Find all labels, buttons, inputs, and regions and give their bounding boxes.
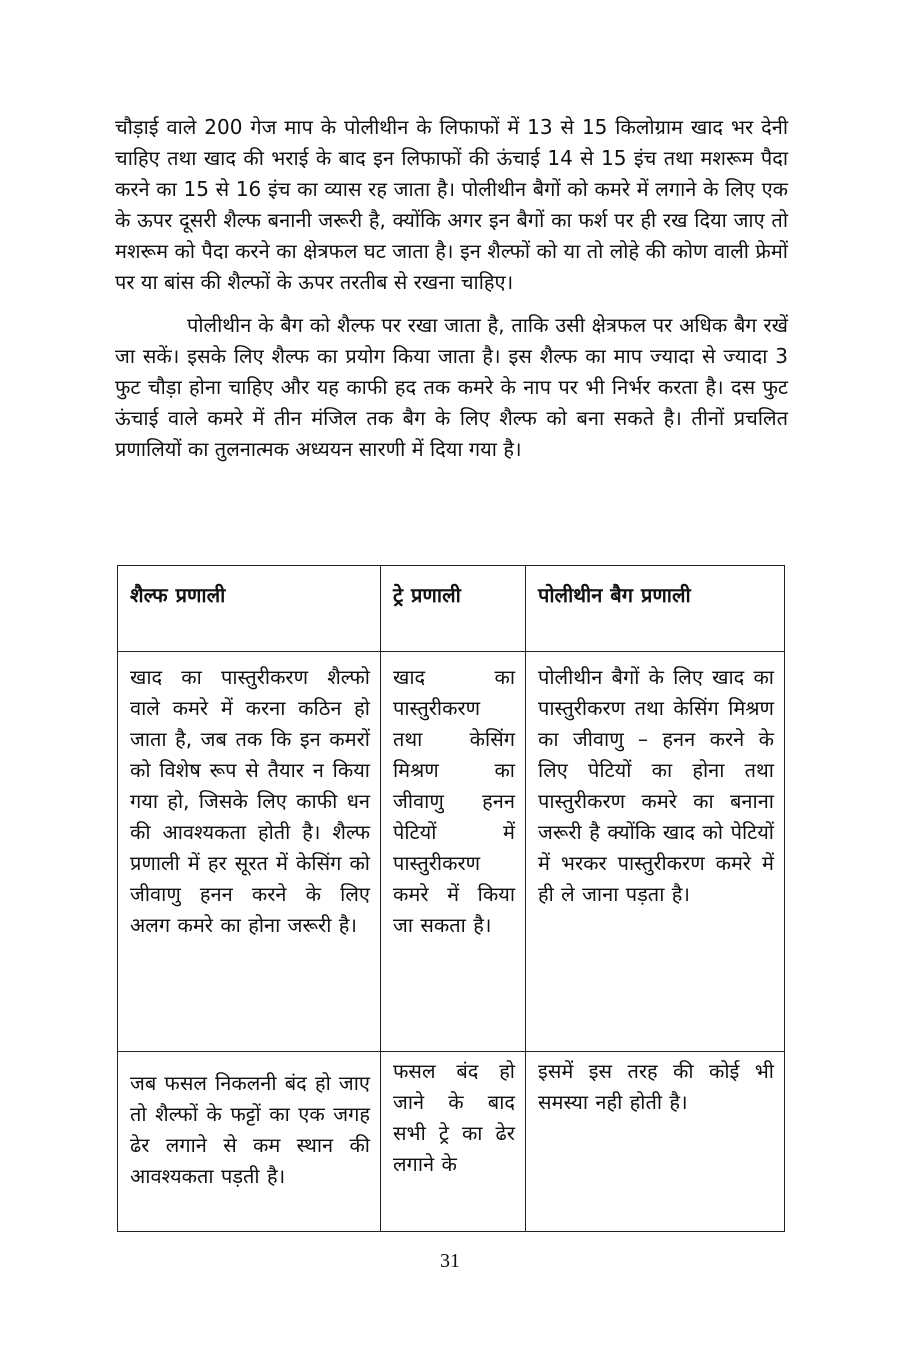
header-polythene-bag-system: पोलीथीन बैग प्रणाली — [526, 566, 785, 652]
table-cell: खाद का पास्तुरीकरण शैल्फो वाले कमरे में करना कठिन हो जाता है, जब तक कि इन कमरों को विशेष रूप से तैयार न किया गया हो, जिसके लिए काफी धन की आवश्यकता होती है। शैल्फ प्रणाली में हर सूरत में केसिंग को जीवाणु हनन करने के लिए अलग कमरे का होना जरूरी है। — [118, 652, 381, 1052]
table-header-row — [118, 566, 785, 652]
page-body — [115, 112, 788, 465]
comparison-table — [117, 565, 785, 1232]
table-cell: खाद का पास्तुरीकरण तथा केसिंग मिश्रण का जीवाणु हनन पेटियों में पास्तुरीकरण कमरे में किया जा सकता है। — [381, 652, 526, 1052]
table-row — [118, 652, 785, 1052]
table-cell: जब फसल निकलनी बंद हो जाए तो शैल्फों के फट्टों का एक जगह ढेर लगाने से कम स्थान की आवश्यकता पड़ती है। — [118, 1052, 381, 1232]
table-cell: पोलीथीन बैगों के लिए खाद का पास्तुरीकरण तथा केसिंग मिश्रण का जीवाणु – हनन करने के लिए पेटियों का होना तथा पास्तुरीकरण कमरे का बनाना जरूरी है क्योंकि खाद को पेटियों में भरकर पास्तुरीकरण कमरे में ही ले जाना पड़ता है। — [526, 652, 785, 1052]
table-row — [118, 1052, 785, 1232]
paragraph-2: पोलीथीन के बैग को शैल्फ पर रखा जाता है, ताकि उसी क्षेत्रफल पर अधिक बैग रखें जा सकें। इसके लिए शैल्फ का प्रयोग किया जाता है। इस शैल्फ का माप ज्यादा से ज्यादा 3 फुट चौड़ा होना चाहिए और यह काफी हद तक कमरे के नाप पर भी निर्भर करता है। दस फुट ऊंचाई वाले कमरे में तीन मंजिल तक बैग के लिए शैल्फ को बना सकते है। तीनों प्रचलित प्रणालियों का तुलनात्मक अध्ययन सारणी में दिया गया है। — [115, 313, 788, 461]
header-shelf-system: शैल्फ प्रणाली — [118, 566, 381, 652]
table-cell: इसमें इस तरह की कोई भी समस्या नही होती है। — [526, 1052, 785, 1232]
page-number: 31 — [440, 1250, 460, 1272]
table-cell: फसल बंद हो जाने के बाद सभी ट्रे का ढेर लगाने के — [381, 1052, 526, 1232]
paragraph-1: चौड़ाई वाले 200 गेज माप के पोलीथीन के लिफाफों में 13 से 15 किलोग्राम खाद भर देनी चाहिए तथा खाद की भराई के बाद इन लिफाफों की ऊंचाई 14 से 15 इंच तथा मशरूम पैदा करने का 15 से 16 इंच का व्यास रह जाता है। पोलीथीन बैगों को कमरे में लगाने के लिए एक के ऊपर दूसरी शैल्फ बनानी जरूरी है, क्योंकि अगर इन बैगों का फर्श पर ही रख दिया जाए तो मशरूम को पैदा करने का क्षेत्रफल घट जाता है। इन शैल्फों को या तो लोहे की कोण वाली फ्रेमों पर या बांस की शैल्फों के ऊपर तरतीब से रखना चाहिए। — [115, 115, 788, 294]
header-tray-system: ट्रे प्रणाली — [381, 566, 526, 652]
